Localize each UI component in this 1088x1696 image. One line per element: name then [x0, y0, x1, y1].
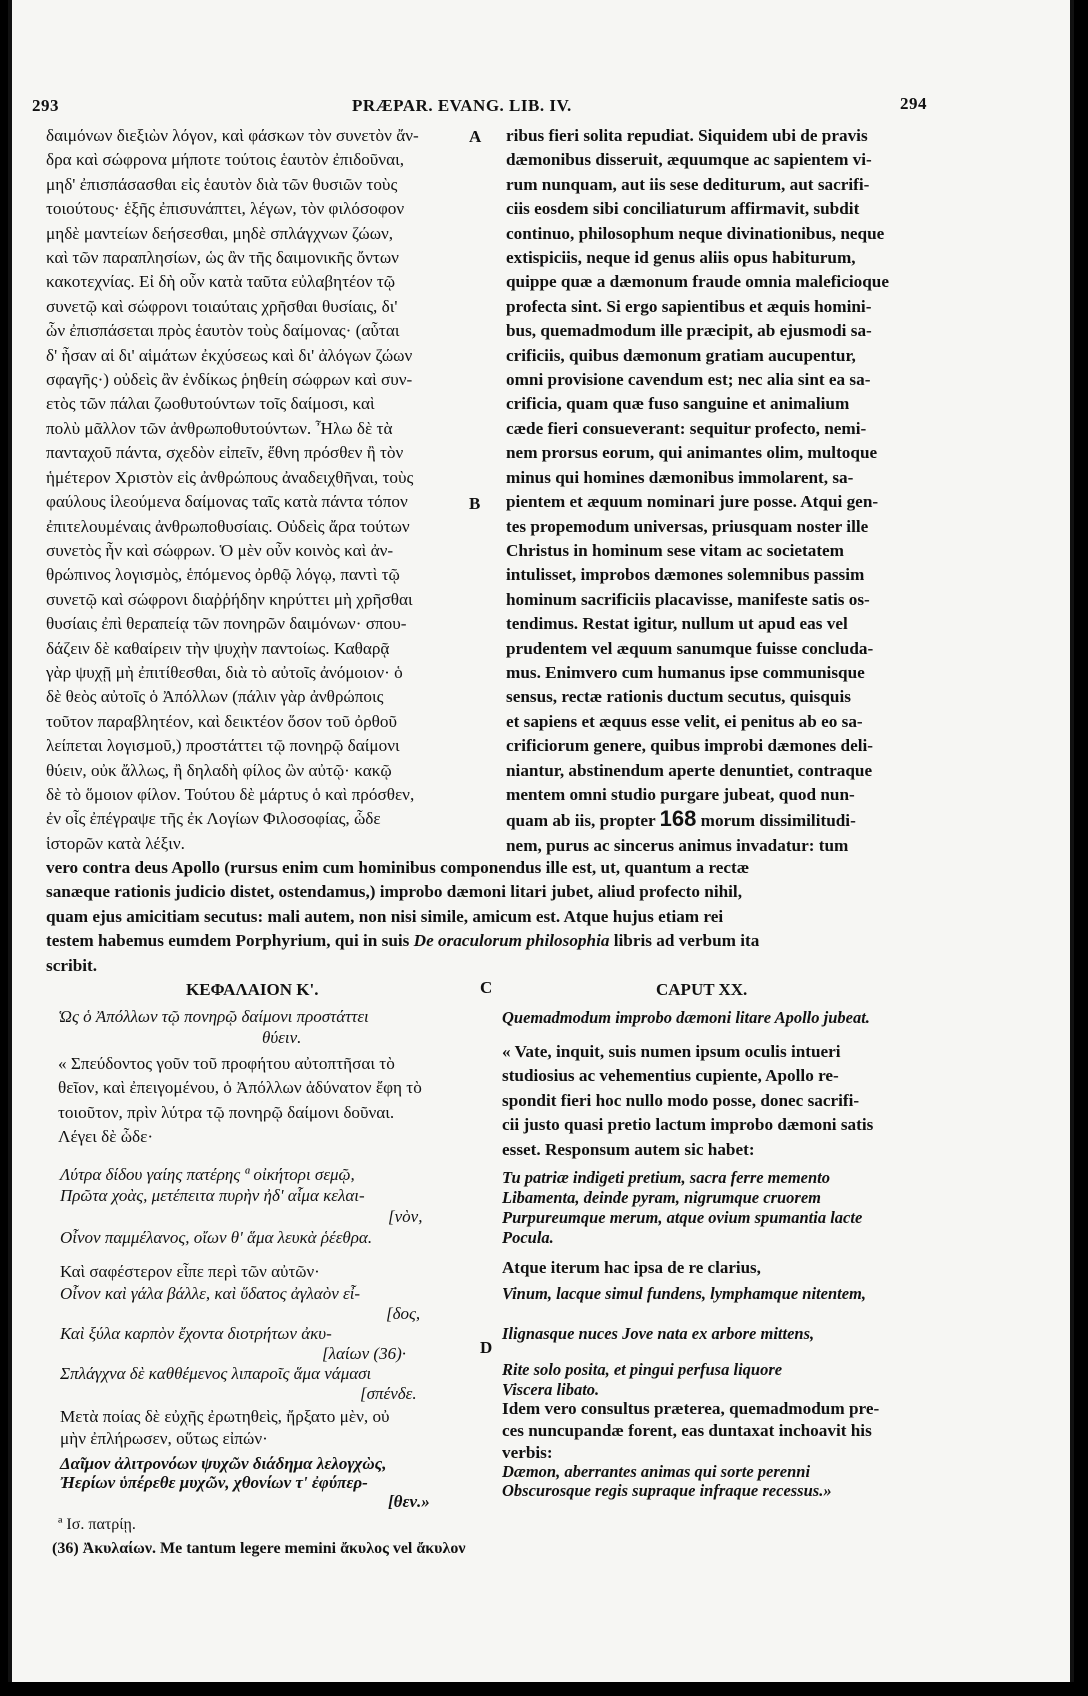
margin-letter-a: A: [469, 127, 482, 146]
latin-line-tail: morum dissimilitudi-: [700, 811, 856, 831]
greek-line: φαύλους ἱλεούμενα δαίμονας ταῖς κατὰ πάντα τόπον: [46, 492, 408, 512]
greek-line: δρα καὶ σώφρονα μήποτε τούτοις ἑαυτὸν ἐπιδοῦναι,: [46, 150, 405, 170]
greek-verse-3: [60, 1454, 480, 1511]
latin-line: bus, quemadmodum ille præcipit, ab ejusmodi sa-: [506, 321, 872, 341]
verse-line: Purpureumque merum, atque ovium spumantia lacte: [502, 1208, 863, 1227]
verse-line: Ilignasque nuces Jove nata ex arbore mittens,: [502, 1324, 815, 1343]
greek-line: δὲ θεὸς αὐτοῖς ὁ Ἀπόλλων (πάλιν γὰρ ἀνθρώποις: [46, 687, 384, 707]
greek-line: μηδ' ἐπισπάσασθαι εἰς ἑαυτὸν διὰ τῶν θυσιῶν τοὺς: [46, 174, 398, 194]
latin-column-bottom: [502, 1040, 922, 1162]
latin-line: Idem vero consultus præterea, quemadmodum pre-: [502, 1399, 880, 1418]
latin-line: Christus in hominum sese vitam ac societatem: [506, 540, 844, 560]
latin-verse-2: [502, 1284, 922, 1400]
greek-column-top: [46, 124, 466, 856]
latin-line: mus. Enimvero cum humanus ipse communisque: [506, 662, 865, 682]
greek-line: ετὸς τῶν πάλαι ζωοθυτούντων τοῖς δαίμοσι, καὶ: [46, 394, 375, 414]
greek-line: τοιοῦτον, πρὶν λύτρα τῷ πονηρῷ δαίμονι δοῦναι.: [58, 1102, 395, 1122]
greek-line: τοῦτον παραβλητέον, καὶ δεικτέον ὅσον τοῦ ὀρθοῦ: [46, 711, 398, 731]
marginal-number: 168: [659, 806, 697, 832]
latin-line: mentem omni studio purgare jubeat, quod nun-: [506, 784, 855, 804]
greek-line: συνετὸς ἦν καὶ σώφρων. Ὁ μὲν οὖν κοινὸς καὶ ἀν-: [46, 540, 394, 560]
latin-line: omni provisione cavendum est; nec alia sint ea sa-: [506, 370, 871, 390]
latin-verse-3: [502, 1462, 922, 1500]
greek-line: δ' ἦσαν αἱ δι' αἱμάτων ἐκχύσεως καὶ δι' ἀλόγων ζώων: [46, 345, 413, 365]
latin-line: dæmonibus disseruit, æquumque ac sapientem vi-: [506, 150, 872, 170]
greek-verse-2: [60, 1284, 480, 1404]
right-page-number: 294: [900, 94, 927, 113]
verse-line: Viscera libato.: [502, 1380, 600, 1399]
latin-line: niantur, abstinendum aperte denuntiet, contraque: [506, 760, 873, 780]
latin-intro-3: [502, 1398, 922, 1464]
greek-line: ἡμέτερον Χριστὸν εἰς ἀνθρώπους ἀναδειχθῆναι, τοὺς: [46, 467, 414, 487]
scanned-page: [8, 0, 1074, 1682]
latin-full-width: [46, 856, 926, 978]
latin-line: hominum sacrificiis placavisse, manifeste satis os-: [506, 589, 870, 609]
greek-line: θυσίαις ἐπὶ θεραπείᾳ τῶν πονηρῶν δαιμόνων· σπου-: [46, 614, 407, 634]
greek-line: θρώπινος λογισμὸς, ἑπόμενος ὀρθῷ λόγῳ, παντὶ τῷ: [46, 565, 400, 585]
greek-line: ἐπιτελουμέναις ἀνθρωποθυσίαις. Οὐδεὶς ἄρα τούτων: [46, 516, 410, 536]
verse-line: Rite solo posita, et pingui perfusa liquore: [502, 1360, 783, 1379]
latin-full-line: quam ejus amicitiam secutus: mali autem, non nisi simile, amicum est. Atque hujus etiam rei: [46, 906, 724, 926]
latin-line: minus qui homines dæmonibus immolarent, sa-: [506, 467, 854, 487]
latin-line-with-number: [506, 807, 926, 833]
latin-column-top: [506, 124, 926, 858]
verse-line: Δαῖμον ἀλιτρονόων ψυχῶν διάδημα λελογχὼς,: [60, 1454, 387, 1473]
greek-intro-2: Καὶ σαφέστερον εἶπε περὶ τῶν αὐτῶν·: [60, 1262, 320, 1281]
latin-line: spondit fieri hoc nullo modo posse, donec sacrifi-: [502, 1090, 860, 1110]
latin-line: intulisset, improbos dæmones solemnibus passim: [506, 565, 865, 585]
latin-line: profecta sint. Si ergo sapientibus et æquis homini-: [506, 296, 872, 316]
latin-line: studiosius ac vehementius cupiente, Apollo re-: [502, 1066, 839, 1086]
footnote-a: ª Ισ. πατρίῃ.: [58, 1516, 136, 1533]
verse-line-cont: [σπένδε.: [360, 1384, 417, 1403]
verse-line: Dæmon, aberrantes animas qui sorte perenni: [502, 1462, 811, 1481]
greek-line: ἱστορῶν κατὰ λέξιν.: [46, 833, 185, 853]
right-scan-border: [1070, 0, 1074, 1682]
latin-intro-2: Atque iterum hac ipsa de re clarius,: [502, 1258, 761, 1277]
latin-line: ces nuncupandæ forent, eas duntaxat inchoavit his: [502, 1421, 872, 1440]
latin-full-line: sanæque rationis judicio distet, ostendamus,) improbo dæmoni litari jubet, aliud profecto nihil,: [46, 882, 743, 902]
greek-line: δὲ τὸ ὅμοιον φίλον. Τούτου δὲ μάρτυς ὁ καὶ πρόσθεν,: [46, 784, 415, 804]
greek-line: « Σπεύδοντος γοῦν τοῦ προφήτου αὐτοπτῆσαι τὸ: [58, 1054, 395, 1073]
latin-full-line: [46, 929, 926, 953]
latin-full-line: scribit.: [46, 955, 98, 975]
margin-letter-d: D: [480, 1338, 493, 1357]
greek-line: θεῖον, καὶ ἐπειγομένου, ὁ Ἀπόλλων ἀδύνατον ἔφη τὸ: [58, 1078, 422, 1098]
latin-line: « Vate, inquit, suis numen ipsum oculis intueri: [502, 1042, 841, 1061]
greek-line: δάζειν δὲ καθαίρειν τὴν ψυχὴν παντοίως. Καθαρᾷ: [46, 638, 390, 658]
greek-line: πολὺ μᾶλλον τῶν ἀνθρωποθυτούντων. Ἦλω δὲ τὰ: [46, 418, 393, 438]
latin-line: crificiorum genere, quibus improbi dæmones deli-: [506, 736, 873, 756]
latin-line: crificiis, quibus dæmonum gratiam aucupentur,: [506, 345, 856, 365]
greek-line: κακοτεχνίας. Εἰ δὴ οὖν κατὰ ταῦτα εὐλαβητέον τῷ: [46, 272, 396, 292]
greek-line: σφαγῆς·) οὐδεὶς ἂν ἐνδίκως ῥηθείη σώφρων καὶ συν-: [46, 370, 413, 390]
verse-line: Καὶ ξύλα καρπὸν ἔχοντα διοτρήτων ἀκυ-: [60, 1324, 332, 1343]
greek-line: καὶ τῶν παραπλησίων, ὡς ἂν τῆς δαιμονικῆς ὄντων: [46, 248, 399, 268]
verse-line: Σπλάγχνα δὲ καθθέμενος λιπαροῖς ἅμα νάμασι: [60, 1364, 372, 1383]
latin-full-tail: libris ad verbum ita: [613, 931, 760, 951]
greek-line: μηδὲ μαντείων δεήσεσθαι, μηδὲ σπλάγχνων ζώων,: [46, 223, 394, 243]
latin-chapter-title: CAPUT XX.: [656, 980, 748, 999]
latin-line: quippe quæ a dæmonum fraude omnia maleficioque: [506, 272, 889, 292]
greek-line: γὰρ ψυχῇ μὴ ἐπιτίθεσθαι, διὰ τὸ αὐτοῖς ἀνόμοιον· ὁ: [46, 662, 403, 682]
latin-line: verbis:: [502, 1443, 553, 1462]
verse-line: Λύτρα δίδου γαίης πατέρης ª οἰκήτορι σεμῷ,: [60, 1165, 355, 1184]
verse-line: Οἶνον παμμέλανος, οἴων θ' ἅμα λευκὰ ῥέεθρα.: [60, 1228, 373, 1247]
latin-line: cii justo quasi pretio lactum improbo dæmoni satis: [502, 1115, 874, 1135]
latin-line: rum nunquam, aut iis sese dediturum, aut sacrifi-: [506, 174, 870, 194]
latin-line: pientem et æquum nominari jure posse. Atqui gen-: [506, 492, 879, 512]
greek-line: λείπεται λογισμοῦ,) προστάττει τῷ πονηρῷ δαίμονι: [46, 736, 400, 756]
greek-line: δαιμόνων διεξιὼν λόγον, καὶ φάσκων τὸν συνετὸν ἄν-: [46, 126, 419, 145]
greek-line: ἐν οἷς ἐπέγραψε τῆς ἐκ Λογίων Φιλοσοφίας, ὧδε: [46, 809, 381, 829]
latin-line: ribus fieri solita repudiat. Siquidem ubi de pravis: [506, 126, 868, 145]
margin-letter-c: C: [480, 978, 493, 997]
latin-line: sensus, rectæ rationis ductum secutus, quisquis: [506, 687, 851, 707]
running-title: PRÆPAR. EVANG. LIB. IV.: [352, 96, 572, 115]
verse-line-cont: [δος,: [386, 1304, 421, 1323]
latin-line: tes propemodum universas, priusquam noster ille: [506, 516, 869, 536]
latin-line: et sapiens et æquus esse velit, ei penitus ab eo sa-: [506, 711, 863, 731]
latin-full-lead: testem habemus eumdem Porphyrium, qui in suis: [46, 931, 410, 951]
latin-line: crificia, quam quæ fuso sanguine et animalium: [506, 394, 850, 414]
greek-intro-3: [60, 1406, 480, 1450]
latin-line: prudentem vel æquum sanumque fuisse concluda-: [506, 638, 874, 658]
verse-line: Tu patriæ indigeti pretium, sacra ferre memento: [502, 1168, 831, 1187]
greek-chapter-subtitle-cont: θύειν.: [262, 1028, 302, 1047]
greek-line: τοιούτους· ἑξῆς ἐπισυνάπτει, λέγων, τὸν φιλόσοφον: [46, 199, 405, 219]
greek-line: μὴν ἐπλήρωσεν, οὕτως εἰπών·: [60, 1429, 268, 1448]
greek-column-bottom: [58, 1052, 478, 1150]
verse-line-cont: [νὸν,: [388, 1207, 423, 1226]
verse-line-cont: [θεν.»: [388, 1492, 430, 1511]
latin-line: ciis eosdem sibi conciliaturum affirmavit, subdit: [506, 199, 860, 219]
left-page-number: 293: [32, 96, 59, 115]
latin-line-lead: quam ab iis, propter: [506, 811, 656, 831]
latin-line: esset. Responsum autem sic habet:: [502, 1139, 755, 1159]
greek-chapter-subtitle: Ὡς ὁ Ἀπόλλων τῷ πονηρῷ δαίμονι προστάττει: [58, 1007, 369, 1026]
verse-line: Οἶνον καὶ γάλα βάλλε, καὶ ὕδατος ἀγλαὸν εἶ-: [60, 1284, 361, 1303]
greek-line: συνετῷ καὶ σώφρονι τοιαύταις χρῆσθαι θυσίαις, δι': [46, 296, 398, 316]
latin-line: extispiciis, neque id genus aliis opus habiturum,: [506, 248, 856, 268]
latin-line: cæde fieri consueverant: sequitur profecto, nemi-: [506, 418, 867, 438]
work-title: De oraculorum philosophia: [413, 931, 610, 951]
greek-line: ὧν ἐπισπάσεται πρὸς ἑαυτὸν τοὺς δαίμονας· (αὗται: [46, 321, 400, 341]
greek-verse-1: [60, 1164, 480, 1248]
verse-line: Πρῶτα χοὰς, μετέπειτα πυρὴν ἠδ' αἷμα κελαι-: [60, 1186, 365, 1205]
greek-line: Μετὰ ποίας δὲ εὐχῆς ἐρωτηθεὶς, ἤρξατο μὲν, οὐ: [60, 1407, 390, 1426]
latin-verse-1: [502, 1168, 922, 1248]
greek-line: συνετῷ καὶ σώφρονι διαῤῥήδην κηρύττει μὴ χρῆσθαι: [46, 589, 413, 609]
latin-line: continuo, philosophum neque divinationibus, neque: [506, 223, 885, 243]
greek-line: πανταχοῦ πάντα, σχεδὸν εἰπεῖν, ἔθνη πρόσθεν ἢ τὸν: [46, 443, 404, 463]
verse-line: Vinum, lacque simul fundens, lymphamque nitentem,: [502, 1284, 866, 1303]
greek-line: θύειν, οὐκ ἄλλως, ἢ δηλαδὴ φίλος ὢν αὐτῷ· κακῷ: [46, 760, 392, 780]
latin-line: nem prorsus eorum, qui animantes olim, multoque: [506, 443, 878, 463]
verse-line-cont: [λαίων (36)·: [322, 1344, 406, 1363]
latin-line: nem, purus ac sincerus animus invadatur: tum: [506, 835, 849, 855]
latin-full-line: vero contra deus Apollo (rursus enim cum hominibus componendus ille est, ut, quantum a rectæ: [46, 858, 750, 877]
verse-line: Obscurosque regis supraque infraque recessus.»: [502, 1481, 832, 1500]
margin-letter-b: B: [469, 494, 481, 513]
footnote-36: (36) Ἀκυλαίων. Me tantum legere memini ἄκυλος vel ἄκυλον: [52, 1540, 466, 1557]
verse-line: Pocula.: [502, 1228, 554, 1247]
left-scan-border: [8, 0, 12, 1682]
latin-chapter-subtitle: Quemadmodum improbo dæmoni litare Apollo jubeat.: [502, 1008, 870, 1027]
greek-chapter-title: ΚΕΦΑΛΑΙΟΝ Κ'.: [186, 980, 319, 999]
greek-line: Λέγει δὲ ὧδε·: [58, 1127, 154, 1147]
verse-line: Ἠερίων ὑπέρεθε μυχῶν, χθονίων τ' ἐφύπερ-: [60, 1473, 368, 1492]
verse-line: Libamenta, deinde pyram, nigrumque cruorem: [502, 1188, 822, 1207]
latin-line: tendimus. Restat igitur, nullum ut apud eas vel: [506, 614, 848, 634]
